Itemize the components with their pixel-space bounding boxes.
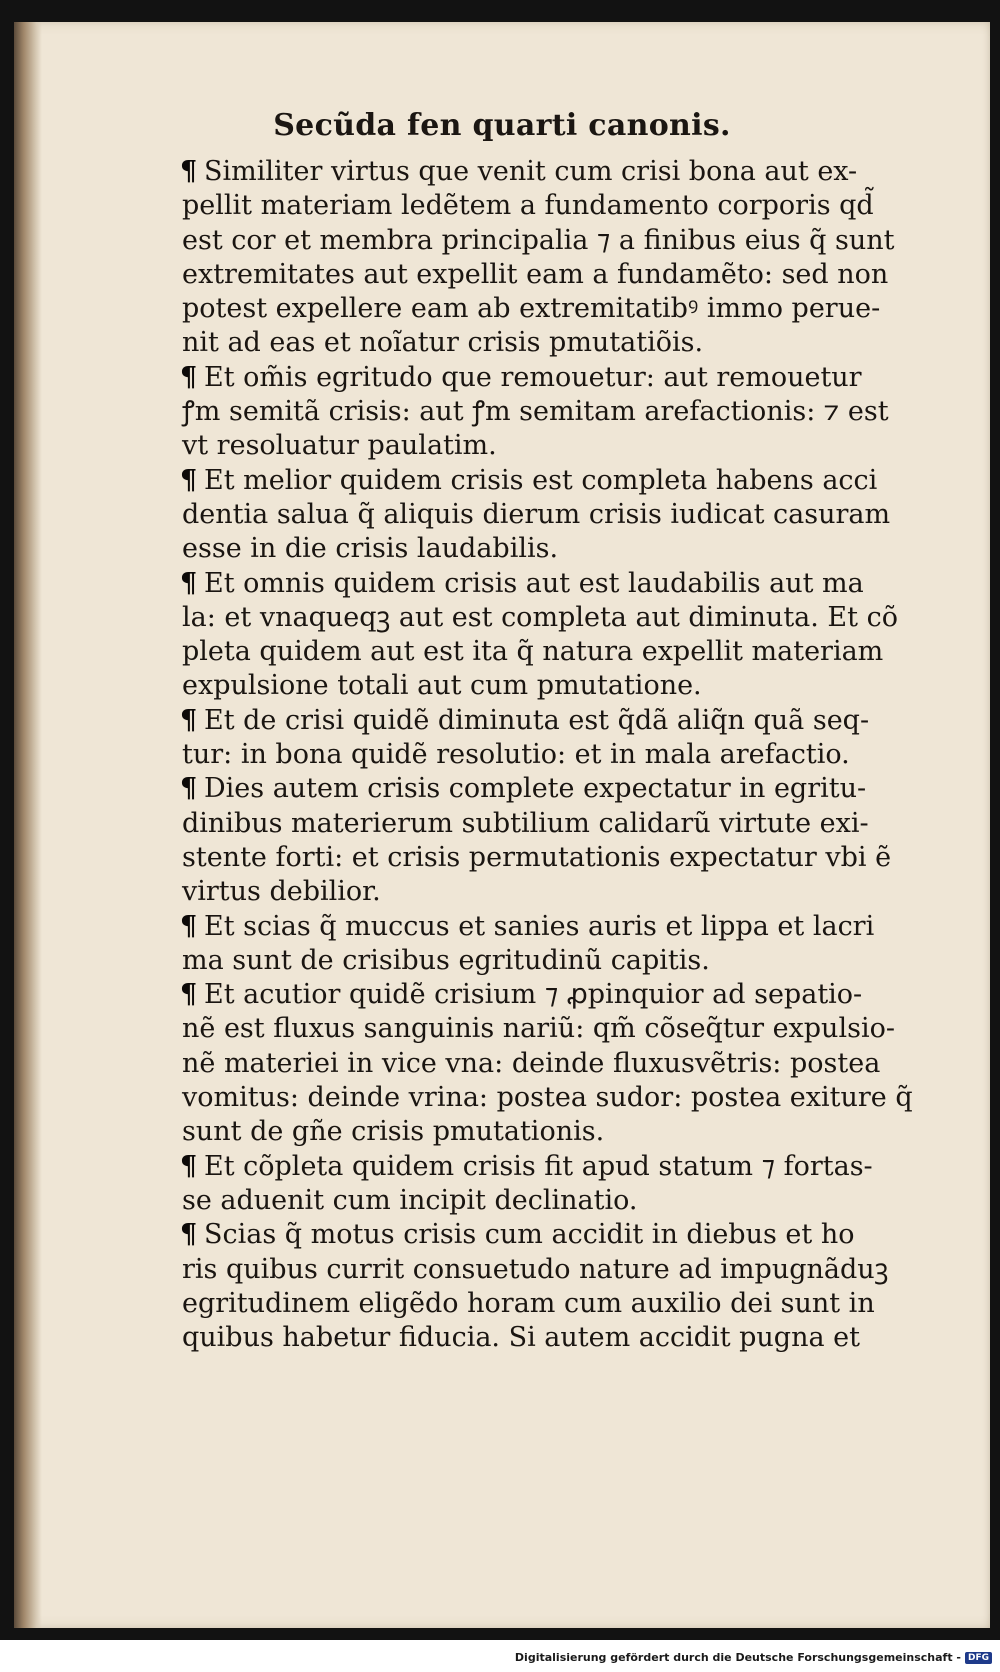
paragraph-line (182, 1047, 962, 1081)
line-text: extremitates aut expellit eam a fundamẽto: sed non (182, 258, 889, 290)
line-text: stente forti: et crisis permutationis expectatur vbi ẽ (182, 841, 892, 873)
line-text: ris quibus currit consuetudo nature ad impugnãduꝫ (182, 1253, 889, 1285)
line-text: se aduenit cum incipit declinatio. (182, 1184, 638, 1216)
page-spine-edge (14, 22, 42, 1628)
paragraph-first-line (182, 361, 962, 395)
paragraph-mark: ¶ (180, 979, 198, 1011)
line-text: Et melior quidem crisis est completa habens acci (204, 464, 878, 496)
paragraph-line (182, 1253, 962, 1287)
line-text: sunt de gñe crisis pmutationis. (182, 1116, 605, 1148)
paragraph-first-line (182, 155, 962, 189)
line-text: nẽ est fluxus sanguinis nariũ: qm̃ cõseq̃tur expulsio- (182, 1013, 895, 1045)
paragraph-mark: ¶ (180, 1150, 198, 1182)
paragraph-line (182, 635, 962, 669)
paragraph-first-line (182, 464, 962, 498)
line-text: la: et vnaqueqꝫ aut est completa aut diminuta. Et cõ (182, 601, 898, 633)
paragraph-line (182, 224, 962, 258)
paragraph-first-line (182, 910, 962, 944)
line-text: Et de crisi quidẽ diminuta est q̃dã aliq̃n quã seq- (204, 704, 870, 736)
paragraph-line (182, 498, 962, 532)
paragraph-line (182, 1321, 962, 1355)
line-text: tur: in bona quidẽ resolutio: et in mala arefactio. (182, 739, 850, 771)
paragraph-line (182, 738, 962, 772)
line-text: egritudinem eligẽdo horam cum auxilio dei sunt in (182, 1287, 875, 1319)
paragraph-mark: ¶ (180, 773, 198, 805)
paragraph-first-line (182, 1218, 962, 1252)
paragraph-first-line (182, 567, 962, 601)
paragraph-line (182, 807, 962, 841)
line-text: virtus debilior. (182, 876, 381, 908)
body-text (182, 155, 962, 1355)
line-text: ꝭm semitã crisis: aut ꝭm semitam arefactionis: ⁊ est (182, 396, 889, 428)
book-page (14, 22, 990, 1628)
running-head: Secũda fen quarti canonis. (273, 108, 731, 143)
paragraph-line (182, 1081, 962, 1115)
line-text: Dies autem crisis complete expectatur in egritu- (204, 773, 867, 805)
line-text: nit ad eas et noĩatur crisis pmutatiõis. (182, 327, 704, 359)
line-text: Et cõpleta quidem crisis fit apud statum ⁊ fortas- (204, 1150, 873, 1182)
paragraph-line (182, 326, 962, 360)
dfg-logo: DFG (965, 1652, 992, 1664)
line-text: dentia salua q̃ aliquis dierum crisis iudicat casuram (182, 498, 891, 530)
paragraph-first-line (182, 978, 962, 1012)
line-text: pleta quidem aut est ita q̃ natura expellit materiam (182, 636, 884, 668)
paragraph-line (182, 841, 962, 875)
paragraph-mark: ¶ (180, 910, 198, 942)
line-text: ma sunt de crisibus egritudinũ capitis. (182, 944, 710, 976)
paragraph-first-line (182, 1150, 962, 1184)
paragraph-line (182, 601, 962, 635)
line-text: Et om̃is egritudo que remouetur: aut remouetur (204, 361, 862, 393)
line-text: potest expellere eam ab extremitatibꝰ immo perue- (182, 293, 881, 325)
line-text: est cor et membra principalia ⁊ a finibus eius q̃ sunt (182, 224, 895, 256)
line-text: dinibus materierum subtilium calidarũ virtute exi- (182, 807, 869, 839)
paragraph-line (182, 1287, 962, 1321)
paragraph-mark: ¶ (180, 156, 198, 187)
line-text: Scias q̃ motus crisis cum accidit in diebus et ho (204, 1219, 855, 1251)
paragraph-line (182, 189, 962, 223)
paragraph-line (182, 944, 962, 978)
line-text: nẽ materiei in vice vna: deinde fluxusvẽtris: postea (182, 1047, 881, 1079)
line-text: vomitus: deinde vrina: postea sudor: postea exiture q̃ (182, 1082, 913, 1114)
line-text: expulsione totali aut cum pmutatione. (182, 670, 702, 702)
paragraph-line (182, 532, 962, 566)
paragraph-mark: ¶ (180, 361, 198, 393)
paragraph-line (182, 1115, 962, 1149)
paragraph-mark: ¶ (180, 704, 198, 736)
paragraph-line (182, 395, 962, 429)
line-text: pellit materiam ledẽtem a fundamento corporis qd̃ (182, 190, 874, 222)
paragraph-line (182, 258, 962, 292)
paragraph-line (182, 1012, 962, 1046)
paragraph-line (182, 292, 962, 326)
paragraph-line (182, 875, 962, 909)
line-text: esse in die crisis laudabilis. (182, 533, 559, 565)
line-text: quibus habetur fiducia. Si autem accidit pugna et (182, 1322, 860, 1354)
paragraph-mark: ¶ (180, 567, 198, 599)
credit-text: Digitalisierung gefördert durch die Deutsche Forschungsgemeinschaft - (514, 1651, 961, 1664)
line-text: Et acutior quidẽ crisium ⁊ ꝓpinquior ad sepatio- (204, 979, 863, 1011)
line-text: Et scias q̃ muccus et sanies auris et lippa et lacri (204, 910, 875, 942)
paragraph-line (182, 429, 962, 463)
paragraph-first-line (182, 772, 962, 806)
line-text: Similiter virtus que venit cum crisi bona aut ex- (204, 156, 858, 187)
paragraph-mark: ¶ (180, 1219, 198, 1251)
paragraph-line (182, 1184, 962, 1218)
paragraph-first-line (182, 704, 962, 738)
line-text: Et omnis quidem crisis aut est laudabilis aut ma (204, 567, 864, 599)
paragraph-line (182, 669, 962, 703)
line-text: vt resoluatur paulatim. (182, 430, 497, 462)
paragraph-mark: ¶ (180, 464, 198, 496)
digitization-credit (515, 1651, 992, 1664)
